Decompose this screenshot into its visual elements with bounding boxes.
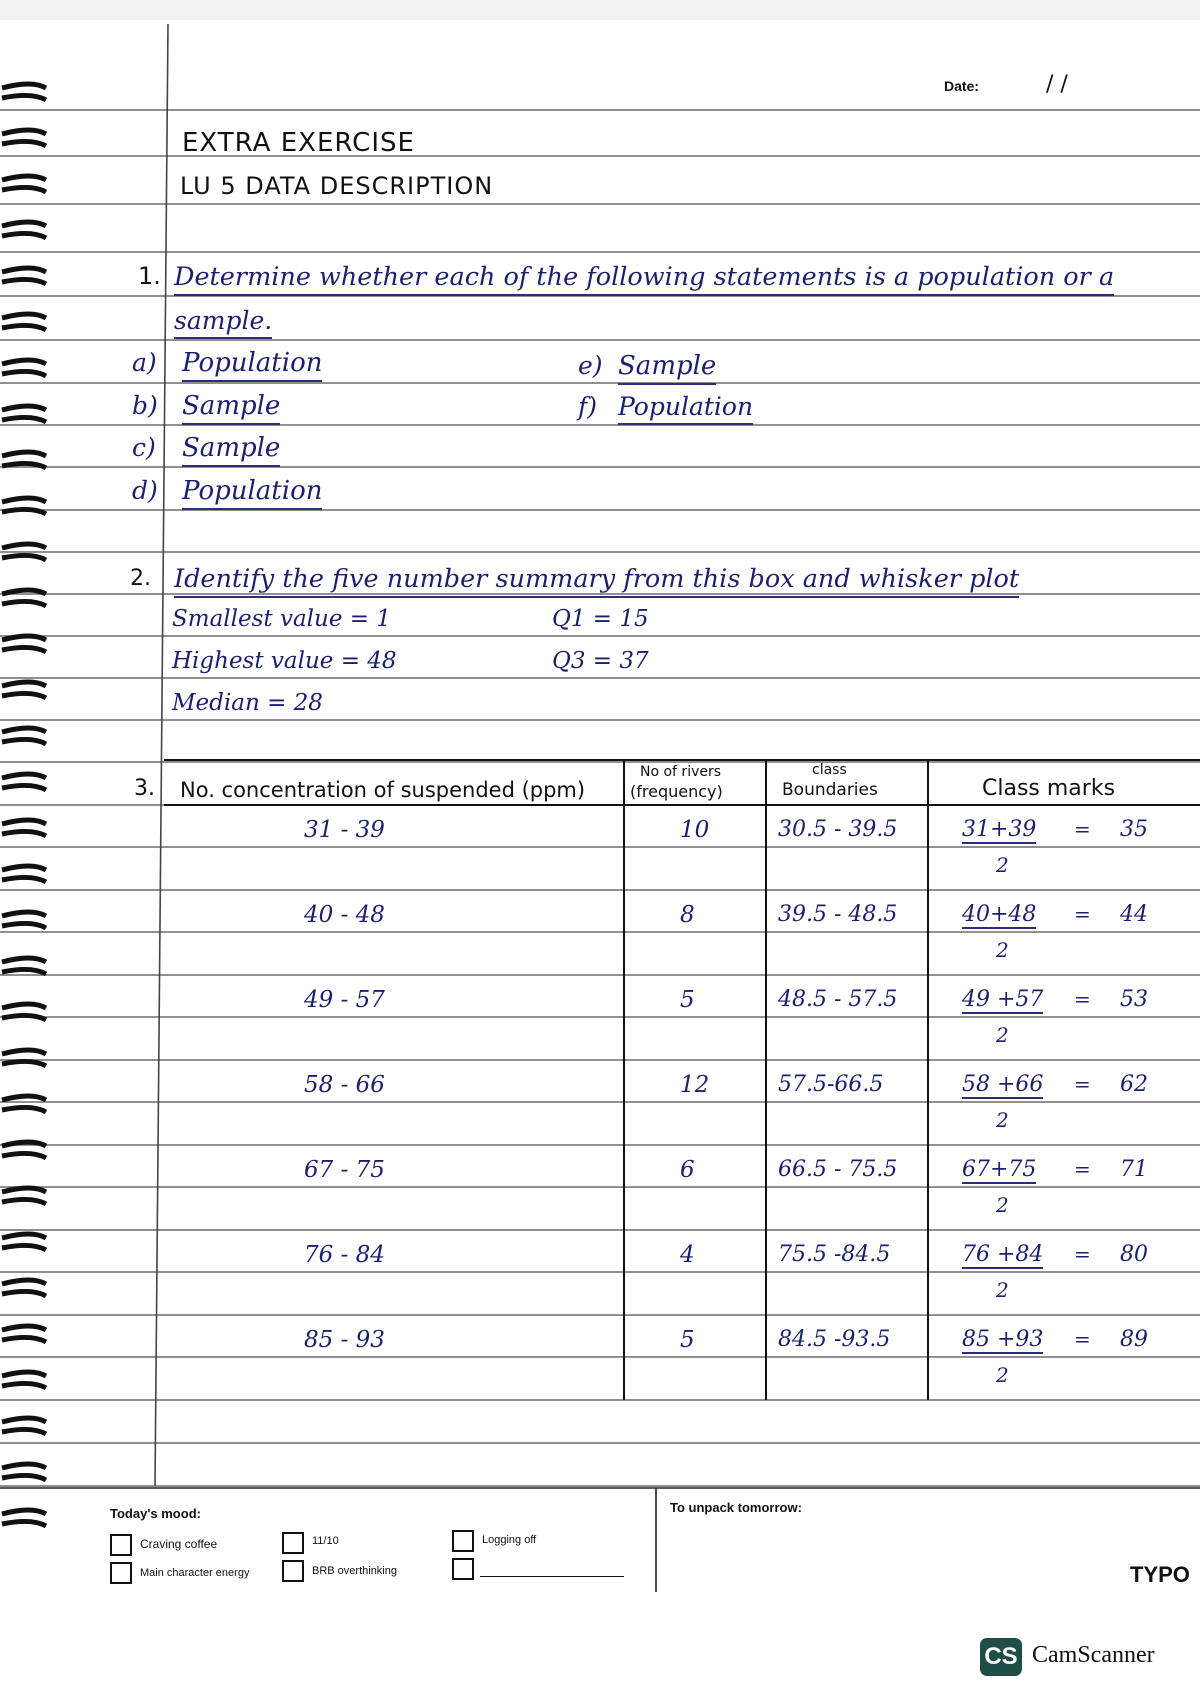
- q3-row-range: 76 - 84: [304, 1242, 385, 1268]
- q3-row-boundary: 75.5 -84.5: [778, 1242, 891, 1267]
- q3-row-mark-value: 44: [1120, 902, 1148, 927]
- q3-row-mark-value: 35: [1120, 817, 1148, 842]
- q3-header-frequency-line2: (frequency): [630, 782, 723, 801]
- q3-row-mark-den: 2: [996, 1108, 1009, 1132]
- q3-row-mark-den: 2: [996, 853, 1009, 877]
- q1-answer-c-label: c): [132, 433, 156, 462]
- q3-row-mark-sum: 40+48: [962, 902, 1037, 927]
- q1-answer-a: Population: [182, 348, 322, 382]
- date-label: Date:: [944, 78, 980, 94]
- unpack-label: To unpack tomorrow:: [670, 1500, 802, 1515]
- q3-row-range: 67 - 75: [304, 1157, 385, 1183]
- q3-row-range: 85 - 93: [304, 1327, 385, 1353]
- q2-smallest: Smallest value = 1: [172, 606, 391, 632]
- q1-answer-f-label: f): [578, 392, 598, 421]
- q3-row-frequency: 5: [680, 1327, 695, 1353]
- q3-row-mark-den: 2: [996, 1363, 1009, 1387]
- q1-answer-e: Sample: [618, 351, 716, 385]
- q3-header-frequency-line1: No of rivers: [640, 764, 722, 780]
- q3-row-mark-value: 62: [1120, 1072, 1148, 1097]
- q1-answer-a-label: a): [132, 348, 157, 377]
- q3-row-mark-den: 2: [996, 938, 1009, 962]
- checkbox-main-character-energy[interactable]: [110, 1562, 132, 1584]
- q3-row-mark-value: 80: [1120, 1242, 1148, 1267]
- q3-row-boundary: 30.5 - 39.5: [778, 817, 898, 842]
- q3-row-mark-sum: 76 +84: [962, 1242, 1044, 1267]
- q3-header-boundaries-line1: class: [812, 762, 847, 778]
- q3-row-boundary: 39.5 - 48.5: [778, 902, 898, 927]
- date-value: / /: [1046, 72, 1068, 97]
- q3-row-frequency: 6: [680, 1157, 695, 1183]
- q1-answer-d: Population: [182, 476, 322, 510]
- q3-row-range: 40 - 48: [304, 902, 385, 928]
- option-11-10: 11/10: [312, 1535, 339, 1547]
- checkbox-craving-coffee[interactable]: [110, 1534, 132, 1556]
- brand-logo: TYPO: [1130, 1562, 1190, 1587]
- q3-row-mark-value: 71: [1120, 1157, 1148, 1182]
- q2-q1: Q1 = 15: [552, 606, 649, 632]
- option-logging-off: Logging off: [482, 1534, 537, 1546]
- q3-row-mark-eq: =: [1074, 1157, 1091, 1181]
- q3-row-mark-sum: 85 +93: [962, 1327, 1044, 1352]
- q3-row-range: 58 - 66: [304, 1072, 385, 1098]
- q3-row-frequency: 8: [680, 902, 695, 928]
- q3-row-range: 49 - 57: [304, 987, 385, 1013]
- title-line-1: EXTRA EXERCISE: [182, 128, 415, 158]
- camscanner-badge-icon: CS: [980, 1638, 1022, 1676]
- q3-row-mark-sum: 67+75: [962, 1157, 1037, 1182]
- q3-row-mark-value: 89: [1120, 1327, 1148, 1352]
- q3-row-boundary: 84.5 -93.5: [778, 1327, 891, 1352]
- q3-header-boundaries-line2: Boundaries: [782, 780, 878, 800]
- q3-row-boundary: 66.5 - 75.5: [778, 1157, 898, 1182]
- q3-row-boundary: 57.5-66.5: [778, 1072, 884, 1097]
- mood-label: Today's mood:: [110, 1506, 201, 1521]
- q3-row-mark-sum: 58 +66: [962, 1072, 1044, 1097]
- q3-row-mark-eq: =: [1074, 1242, 1091, 1266]
- q2-median: Median = 28: [172, 690, 323, 716]
- q3-row-mark-sum: 49 +57: [962, 987, 1044, 1012]
- camscanner-name: CamScanner: [1032, 1642, 1155, 1668]
- q2-question: Identify the five number summary from this box and whisker plot: [174, 564, 1019, 598]
- q3-row-mark-den: 2: [996, 1193, 1009, 1217]
- custom-option-line[interactable]: [480, 1576, 624, 1577]
- q1-question-line1: Determine whether each of the following statements is a population or a: [174, 262, 1114, 296]
- checkbox-logging-off[interactable]: [452, 1530, 474, 1552]
- q1-answer-f: Population: [618, 392, 753, 425]
- q1-answer-d-label: d): [132, 476, 158, 505]
- q3-number: 3.: [134, 776, 155, 801]
- q3-row-frequency: 5: [680, 987, 695, 1013]
- q3-row-boundary: 48.5 - 57.5: [778, 987, 898, 1012]
- q3-row-frequency: 10: [680, 817, 710, 843]
- q3-row-mark-eq: =: [1074, 1072, 1091, 1096]
- q1-answer-b: Sample: [182, 391, 280, 425]
- q3-header-class-marks: Class marks: [982, 776, 1116, 801]
- option-brb-overthinking: BRB overthinking: [312, 1565, 397, 1577]
- q3-row-mark-eq: =: [1074, 902, 1091, 926]
- q3-row-mark-eq: =: [1074, 817, 1091, 841]
- q2-number: 2.: [130, 566, 151, 591]
- q2-q3: Q3 = 37: [552, 648, 649, 674]
- q3-row-mark-sum: 31+39: [962, 817, 1037, 842]
- q3-row-frequency: 4: [680, 1242, 695, 1268]
- q3-row-mark-eq: =: [1074, 1327, 1091, 1351]
- q3-row-mark-den: 2: [996, 1278, 1009, 1302]
- checkbox-brb-overthinking[interactable]: [282, 1560, 304, 1582]
- q3-row-frequency: 12: [680, 1072, 710, 1098]
- checkbox-11-10[interactable]: [282, 1532, 304, 1554]
- q1-number: 1.: [138, 262, 161, 290]
- option-craving-coffee: Craving coffee: [140, 1537, 218, 1551]
- q3-row-range: 31 - 39: [304, 817, 385, 843]
- q1-answer-c: Sample: [182, 433, 280, 467]
- checkbox-custom[interactable]: [452, 1558, 474, 1580]
- q3-row-mark-value: 53: [1120, 987, 1148, 1012]
- q2-highest: Highest value = 48: [172, 648, 397, 674]
- option-main-character-energy: Main character energy: [140, 1567, 250, 1579]
- q1-answer-b-label: b): [132, 391, 158, 420]
- q3-row-mark-den: 2: [996, 1023, 1009, 1047]
- q1-answer-e-label: e): [578, 351, 603, 380]
- q3-header-concentration: No. concentration of suspended (ppm): [180, 778, 586, 802]
- q3-row-mark-eq: =: [1074, 987, 1091, 1011]
- q1-question-line2: sample.: [174, 306, 272, 339]
- title-line-2: LU 5 DATA DESCRIPTION: [180, 172, 494, 200]
